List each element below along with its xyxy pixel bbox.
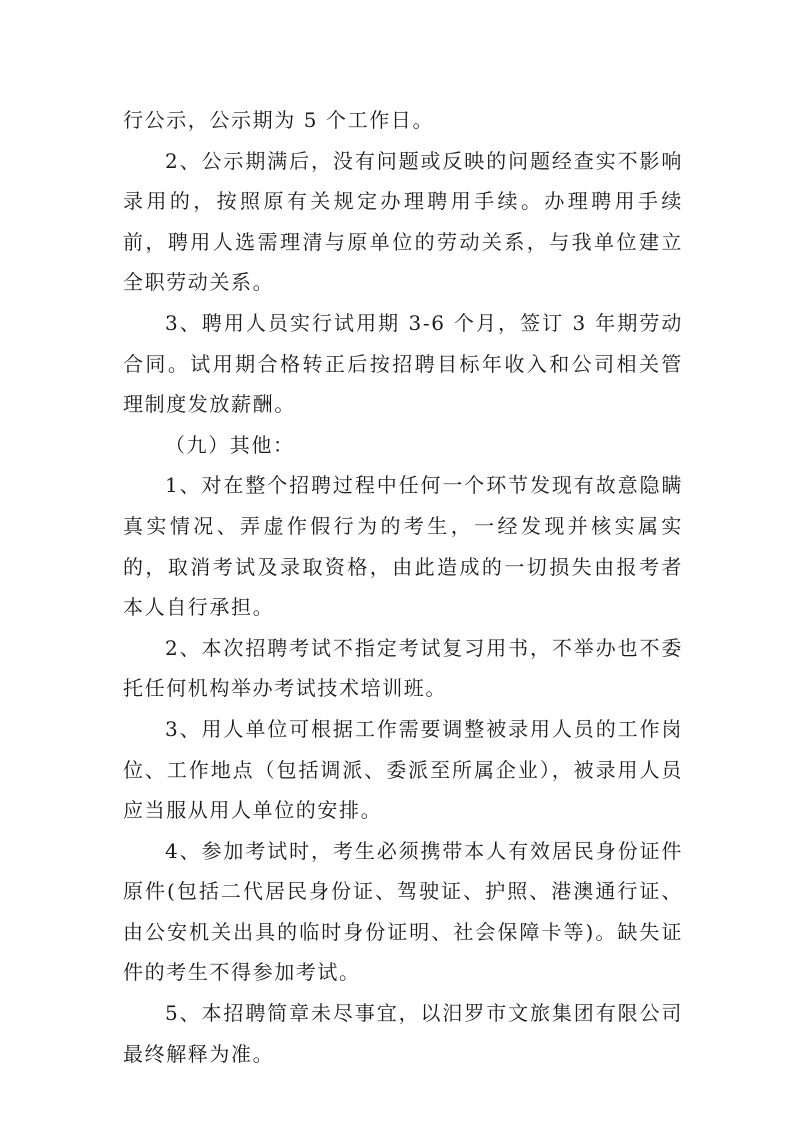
paragraph-fraud-policy: 1、对在整个招聘过程中任何一个环节发现有故意隐瞒真实情况、弄虚作假行为的考生，一经发现并核实属实的，取消考试及录取资格，由此造成的一切损失由报考者本人自行承担。 bbox=[123, 473, 683, 620]
document-body bbox=[123, 100, 683, 1074]
paragraph-hiring-procedures: 2、公示期满后，没有问题或反映的问题经查实不影响录用的，按照原有关规定办理聘用手续。办理聘用手续前，聘用人选需理清与原单位的劳动关系，与我单位建立全职劳动关系。 bbox=[123, 148, 683, 295]
paragraph-job-adjustment: 3、用人单位可根据工作需要调整被录用人员的工作岗位、工作地点（包括调派、委派至所属企业），被录用人员应当服从用人单位的安排。 bbox=[123, 716, 683, 823]
paragraph-publicity-period: 行公示，公示期为 5 个工作日。 bbox=[123, 108, 435, 132]
paragraph-probation-period: 3、聘用人员实行试用期 3-6 个月，签订 3 年期劳动合同。试用期合格转正后按招聘目标年收入和公司相关管理制度发放薪酬。 bbox=[123, 310, 683, 417]
paragraph-no-training: 2、本次招聘考试不指定考试复习用书，不举办也不委托任何机构举办考试技术培训班。 bbox=[123, 635, 683, 701]
paragraph-final-interpretation: 5、本招聘简章未尽事宜，以汨罗市文旅集团有限公司最终解释为准。 bbox=[123, 1001, 683, 1066]
section-heading-other: （九）其他： bbox=[165, 432, 295, 457]
paragraph-id-requirements: 4、参加考试时，考生必须携带本人有效居民身份证件原件(包括二代居民身份证、驾驶证、护照、港澳通行证、由公安机关出具的临时身份证明、社会保障卡等)。缺失证件的考生不得参加考试。 bbox=[123, 838, 683, 985]
